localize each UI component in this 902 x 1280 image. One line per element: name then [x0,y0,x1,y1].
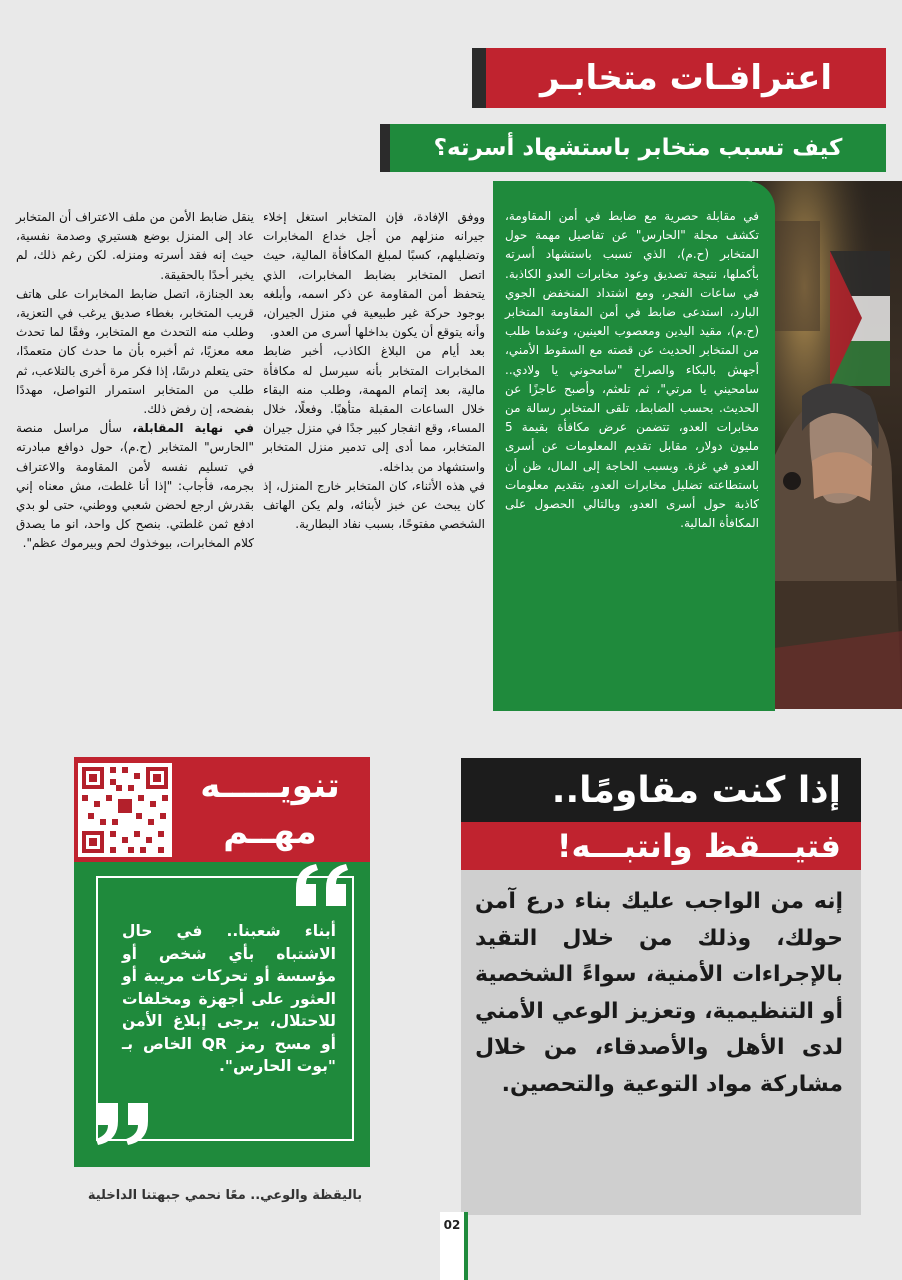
notice-title [180,763,360,855]
quote-close-icon [92,1099,152,1147]
left-paragraph-2: بعد الجنازة، اتصل ضابط المخابرات على هاتف قريب المتخابر، بغطاء صديق يرغب في التعزية، وطلب منه التحدث مع المتخابر، وفقًا لما تحدث معه معزيًا، ثم أخبره بأن ما حدث كان متعمدًا، حتى يتعلم درسًا، إذا فكر مرة أخرى بالتلاعب، ثم طلب من المتخابر استمرار التواصل، مهددًا بفضحه، إن رفض ذلك. [16,286,254,417]
article-title: اعترافـات متخابـر [540,58,832,98]
banner-edge-decoration [380,124,390,172]
footer-tagline: باليقظة والوعي.. معًا نحمي جبهتنا الداخلية [87,1188,363,1203]
article-title-banner [486,48,886,108]
page-number: 02 [443,1218,461,1232]
article-subtitle: كيف تسبب متخابر باستشهاد أسرته؟ [433,135,843,161]
article-subtitle-banner [390,124,886,172]
quote-open-icon [292,862,352,910]
middle-paragraph-3: في هذه الأثناء، كان المتخابر خارج المنزل، إذ كان يبحث عن خبز لأبنائه، ولم يكن الهاتف الشخصي مفتوحًا، بسبب نفاد البطارية. [263,478,485,532]
left-paragraph-3 [16,419,254,553]
resistance-box-title: إذا كنت مقاومًا.. [461,758,861,822]
resistance-box-subtitle: فتيـــقظ وانتبـــه! [461,822,861,870]
notice-body-panel [74,862,370,1167]
middle-paragraph-1: ووفق الإفادة، فإن المتخابر استغل إخلاء جيرانه منزلهم من أجل خداع المخابرات وتضليلهم، كسبًا لمبلغ المكافأة المالية، حيث اتصل المتخابر بضابط المخابرات، الذي يتحفظ أمن المقاومة عن ذكر اسمه، وأبلغه بوجود حركة غير طبيعية في منزل الجيران، وأنه يتوقع أن يكون بداخلها أسرى من العدو. [263,210,485,340]
notice-title-line1: تنويـــــه [200,766,340,806]
middle-paragraph-2: بعد أيام من البلاغ الكاذب، أخبر ضابط المخابرات المتخابر بأنه سيرسل له مكافأة مالية، بعد إتمام المهمة، وطلب منه البقاء خلال الساعات المقبلة متأهبًا. وفعلًا، خلال المساء، وقع انفجار كبير جدًا في منزل جيران المتخابر، مما أدى إلى تدمير منزل المتخابر واستشهاد من بداخله. [263,344,485,474]
interview-end-text: سأل مراسل منصة "الحارس" المتخابر (ح.م)، حول دوافع مبادرته في تسليم نفسه لأمن المقاومة والاعتراف بجرمه، فأجاب: "إذا أنا غلطت، مش معناه إني بقدرش ارجع لحضن شعبي ووطني، حتى لو بدي ادفع ثمن غلطتي. بنصح كل واحد، انو ما يصدق كلام المخابرات، بيوخذوك لحم وبيرموك عظم". [16,421,254,551]
interview-end-lead: في نهاية المقابلة، [132,421,254,436]
notice-title-line2: مهــم [223,812,317,852]
left-column [16,208,254,554]
notice-text: أبناء شعبنا.. في حال الاشتباه بأي شخص أو مؤسسة أو تحركات مريبة أو العثور على أجهزة ومخلفات للاحتلال، يرجى إبلاغ الأمن أو مسح رمز QR الخاص بـ "بوت الحارس". [122,922,336,1075]
notice-header [74,757,370,862]
banner-edge-decoration [472,48,486,108]
qr-code-graphic [78,763,172,857]
left-paragraph-1: ينقل ضابط الأمن من ملف الاعتراف أن المتخابر عاد إلى المنزل بوضع هستيري وصدمة نفسية، حيث إنه فقد أسرته ومنزله. لكن رغم ذلك، لم يخبر أحدًا بالحقيقة. [16,210,254,282]
intro-column [493,181,775,711]
resistance-box-body [461,870,861,1215]
qr-code-icon[interactable] [78,763,172,857]
middle-column [263,208,485,534]
intro-paragraph: في مقابلة حصرية مع ضابط في أمن المقاومة، تكشف مجلة "الحارس" عن تفاصيل مهمة حول المتخابر (ح.م)، الذي تسبب باستشهاد أسرته بأكملها، نتيجة تصديق وعود مخابرات العدو الكاذبة. في ساعات الفجر، ومع اشتداد المنخفض الجوي البارد، استدعى ضابط في أمن المقاومة المتخابر (ح.م)، مقيد اليدين ومعصوب العينين، وعندما طلب من المتخابر الحديث عن قصته مع السقوط الأمني، أجهش بالبكاء والصراخ "سامحوني يا ولادي.. سامحيني يا مرتي"، ثم تلعثم، وأصبح عاجزًا عن الحديث. بحسب الضابط، تلقى المتخابر رسالة من مخابرات العدو، تتضمن عرض مكافأة بقيمة 5 مليون دولار، مقابل تقديم المعلومات عن أسرى العدو في غزة. وبسبب الحاجة إلى المال، ظن أن باستطاعته تضليل مخابرات العدو، بتقديم معلومات كاذبة حول أسرى العدو، وبالتالي الحصول على المكافأة المالية. [505,209,759,531]
resistance-box-text: إنه من الواجب عليك بناء درع آمن حولك، وذلك من خلال التقيد بالإجراءات الأمنية، سواءً الشخصية أو التنظيمية، وتعزيز الوعي الأمني لدى الأهل والأصدقاء، من خلال مشاركة مواد التوعية والتحصين. [475,889,843,1097]
